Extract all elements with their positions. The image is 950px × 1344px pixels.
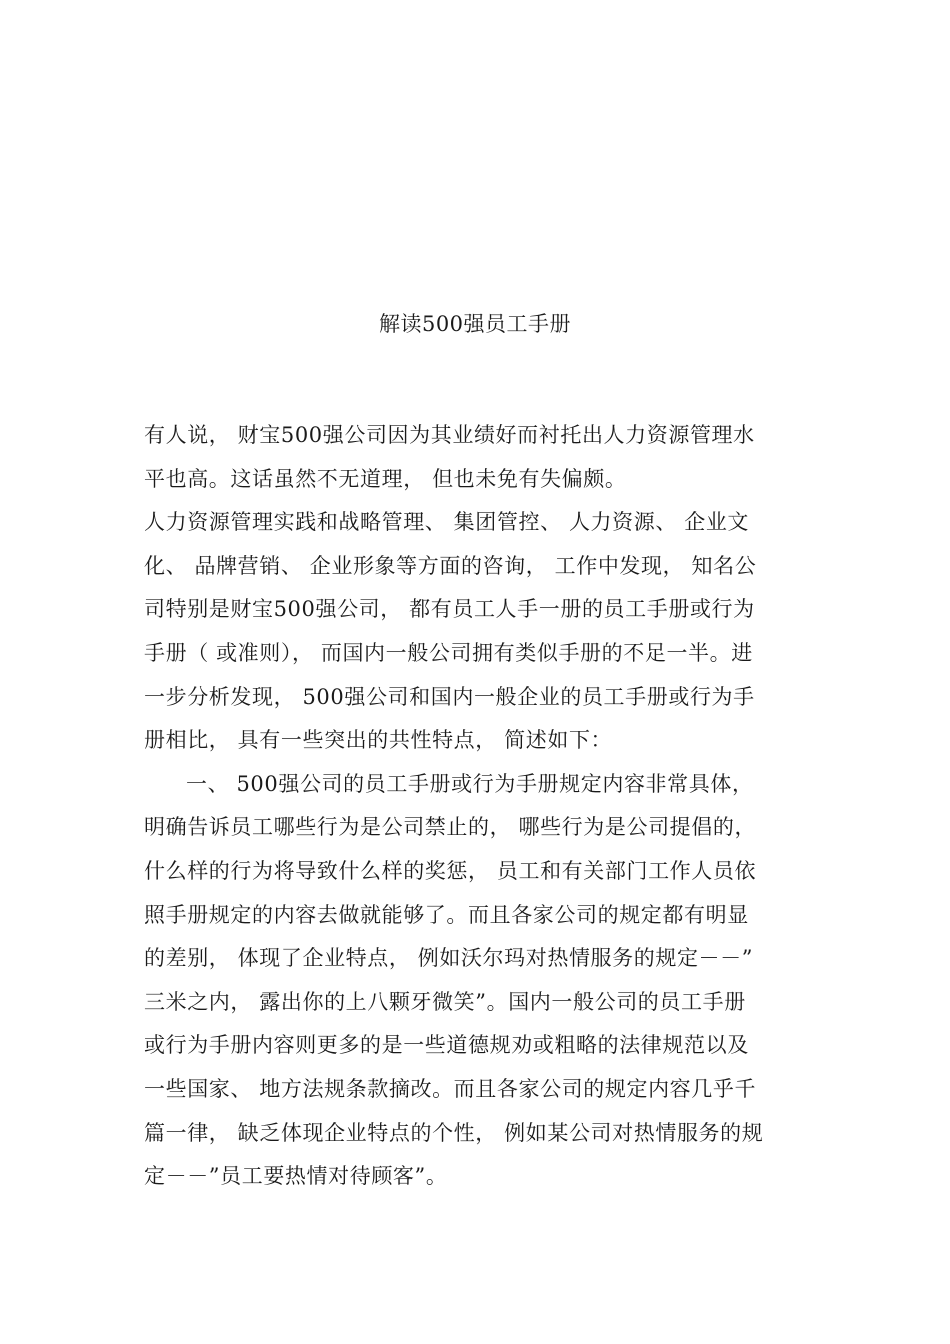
text-line: 或行为手册内容则更多的是一些道德规劝或粗略的法律规范以及	[144, 1033, 749, 1058]
text-line: 三米之内， 露出你的上八颗牙微笑”。国内一般公司的员工手册	[144, 989, 746, 1014]
text-line: 司特别是财宝500强公司， 都有员工人手一册的员工手册或行为	[144, 597, 755, 622]
text-line: 平也高。这话虽然不无道理， 但也未免有失偏颇。	[144, 466, 627, 491]
text-line: 有人说， 财宝500强公司因为其业绩好而衬托出人力资源管理水	[144, 423, 755, 447]
text-line-indented: 一、 500强公司的员工手册或行为手册规定内容非常具体，	[186, 771, 754, 796]
text-line: 手册（ 或准则）， 而国内一般公司拥有类似手册的不足一半。进	[144, 640, 753, 665]
text-line: 册相比， 具有一些突出的共性特点， 简述如下：	[144, 728, 613, 753]
document-title: 解读500强员工手册	[378, 312, 572, 336]
document-body	[144, 414, 808, 1199]
text-line: 什么样的行为将导致什么样的奖惩， 员工和有关部门工作人员依	[144, 858, 757, 883]
text-line: 一步分析发现， 500强公司和国内一般企业的员工手册或行为手	[144, 684, 755, 709]
text-line: 的差别， 体现了企业特点， 例如沃尔玛对热情服务的规定－－”	[144, 946, 754, 971]
text-line: 一些国家、 地方法规条款摘改。而且各家公司的规定内容几乎千	[144, 1076, 757, 1101]
text-line: 人力资源管理实践和战略管理、 集团管控、 人力资源、 企业文	[144, 510, 750, 535]
text-line: 明确告诉员工哪些行为是公司禁止的， 哪些行为是公司提倡的，	[144, 815, 757, 840]
text-line: 照手册规定的内容去做就能够了。而且各家公司的规定都有明显	[144, 902, 749, 927]
text-line: 定－－”员工要热情对待顾客”。	[144, 1164, 448, 1189]
text-line: 化、 品牌营销、 企业形象等方面的咨询， 工作中发现， 知名公	[144, 553, 757, 578]
text-line: 篇一律， 缺乏体现企业特点的个性， 例如某公司对热情服务的规	[144, 1120, 764, 1145]
